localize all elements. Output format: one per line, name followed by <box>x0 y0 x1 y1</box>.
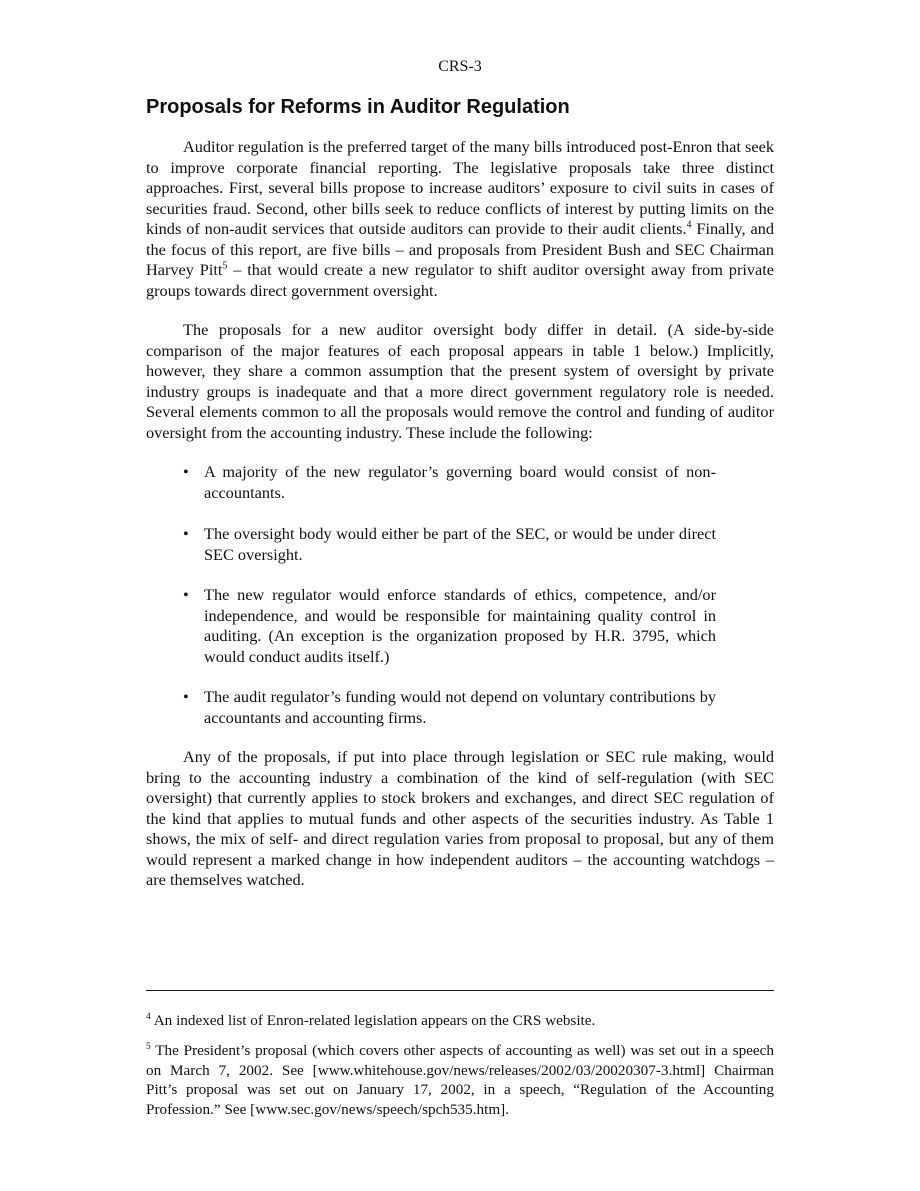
paragraph-proposals: The proposals for a new auditor oversight body differ in detail. (A side-by-side comparison of the major features of each proposal appears in table 1 below.) Implicitly, however, they share a common assumption that the present system of oversight by private industry groups is inadequate and that a more direct government regulatory role is needed. Several elements common to all the proposals would remove the control and funding of auditor oversight from the accounting industry. These include the following: <box>146 320 774 442</box>
bullet-item <box>183 585 716 667</box>
paragraph-intro <box>146 137 774 301</box>
footnote-number: 5 <box>146 1041 151 1052</box>
bullet-text: The new regulator would enforce standards of ethics, competence, and/or independence, and would be responsible for maintaining quality control in auditing. (An exception is the organization proposed by H.R. 3795, which would conduct audits itself.) <box>204 585 716 666</box>
bullet-item <box>183 524 716 565</box>
footnote-ref-5[interactable]: 5 <box>222 260 228 272</box>
footnote-ref-4[interactable]: 4 <box>686 219 692 231</box>
bullet-marker: • <box>183 687 189 706</box>
footnote-divider <box>146 990 774 991</box>
bullet-text: The oversight body would either be part of the SEC, or would be under direct SEC oversight. <box>204 524 716 564</box>
bullet-marker: • <box>183 462 189 481</box>
footnote-4 <box>146 1011 774 1031</box>
footnote-number: 4 <box>146 1011 151 1022</box>
bullet-text: A majority of the new regulator’s governing board would consist of non-accountants. <box>204 462 716 502</box>
paragraph-intro-text-2: Finally, and the focus of this report, are five bills – and proposals from President Bush and SEC Chairman Harvey Pitt <box>146 219 774 279</box>
paragraph-intro-text-3: – that would create a new regulator to shift auditor oversight away from private groups towards direct government oversight. <box>146 260 775 300</box>
bullet-item <box>183 687 716 728</box>
footnote-text: An indexed list of Enron-related legislation appears on the CRS website. <box>150 1012 596 1029</box>
bullet-marker: • <box>183 524 189 543</box>
page-header: CRS-3 <box>438 58 482 75</box>
section-title: Proposals for Reforms in Auditor Regulation <box>146 96 570 118</box>
bullet-text: The audit regulator’s funding would not depend on voluntary contributions by accountants and accounting firms. <box>204 687 716 727</box>
bullet-marker: • <box>183 585 189 604</box>
footnote-text: The President’s proposal (which covers other aspects of accounting as well) was set out in a speech on March 7, 2002. See [www.whitehouse.gov/news/releases/2002/03/20020307-3.html] Chairman Pitt’s proposal was set out on January 17, 2002, in a speech, “Regulation of the Accounting Profession.” See [www.sec.gov/news/speech/spch535.htm]. <box>146 1042 774 1118</box>
paragraph-conclusion: Any of the proposals, if put into place through legislation or SEC rule making, would bring to the accounting industry a combination of the kind of self-regulation (with SEC oversight) that currently applies to stock brokers and exchanges, and direct SEC regulation of the kind that applies to mutual funds and other aspects of the securities industry. As Table 1 shows, the mix of self- and direct regulation varies from proposal to proposal, but any of them would represent a marked change in how independent auditors – the accounting watchdogs – are themselves watched. <box>146 747 774 889</box>
bullet-item <box>183 462 716 503</box>
footnote-5 <box>146 1041 774 1119</box>
paragraph-intro-text-1: Auditor regulation is the preferred target of the many bills introduced post-Enron that seek to improve corporate financial reporting. The legislative proposals take three distinct approaches. First, several bills propose to increase auditors’ exposure to civil suits in cases of securities fraud. Second, other bills seek to reduce conflicts of interest by putting limits on the kinds of non-audit services that outside auditors can provide to their audit clients. <box>146 137 774 238</box>
